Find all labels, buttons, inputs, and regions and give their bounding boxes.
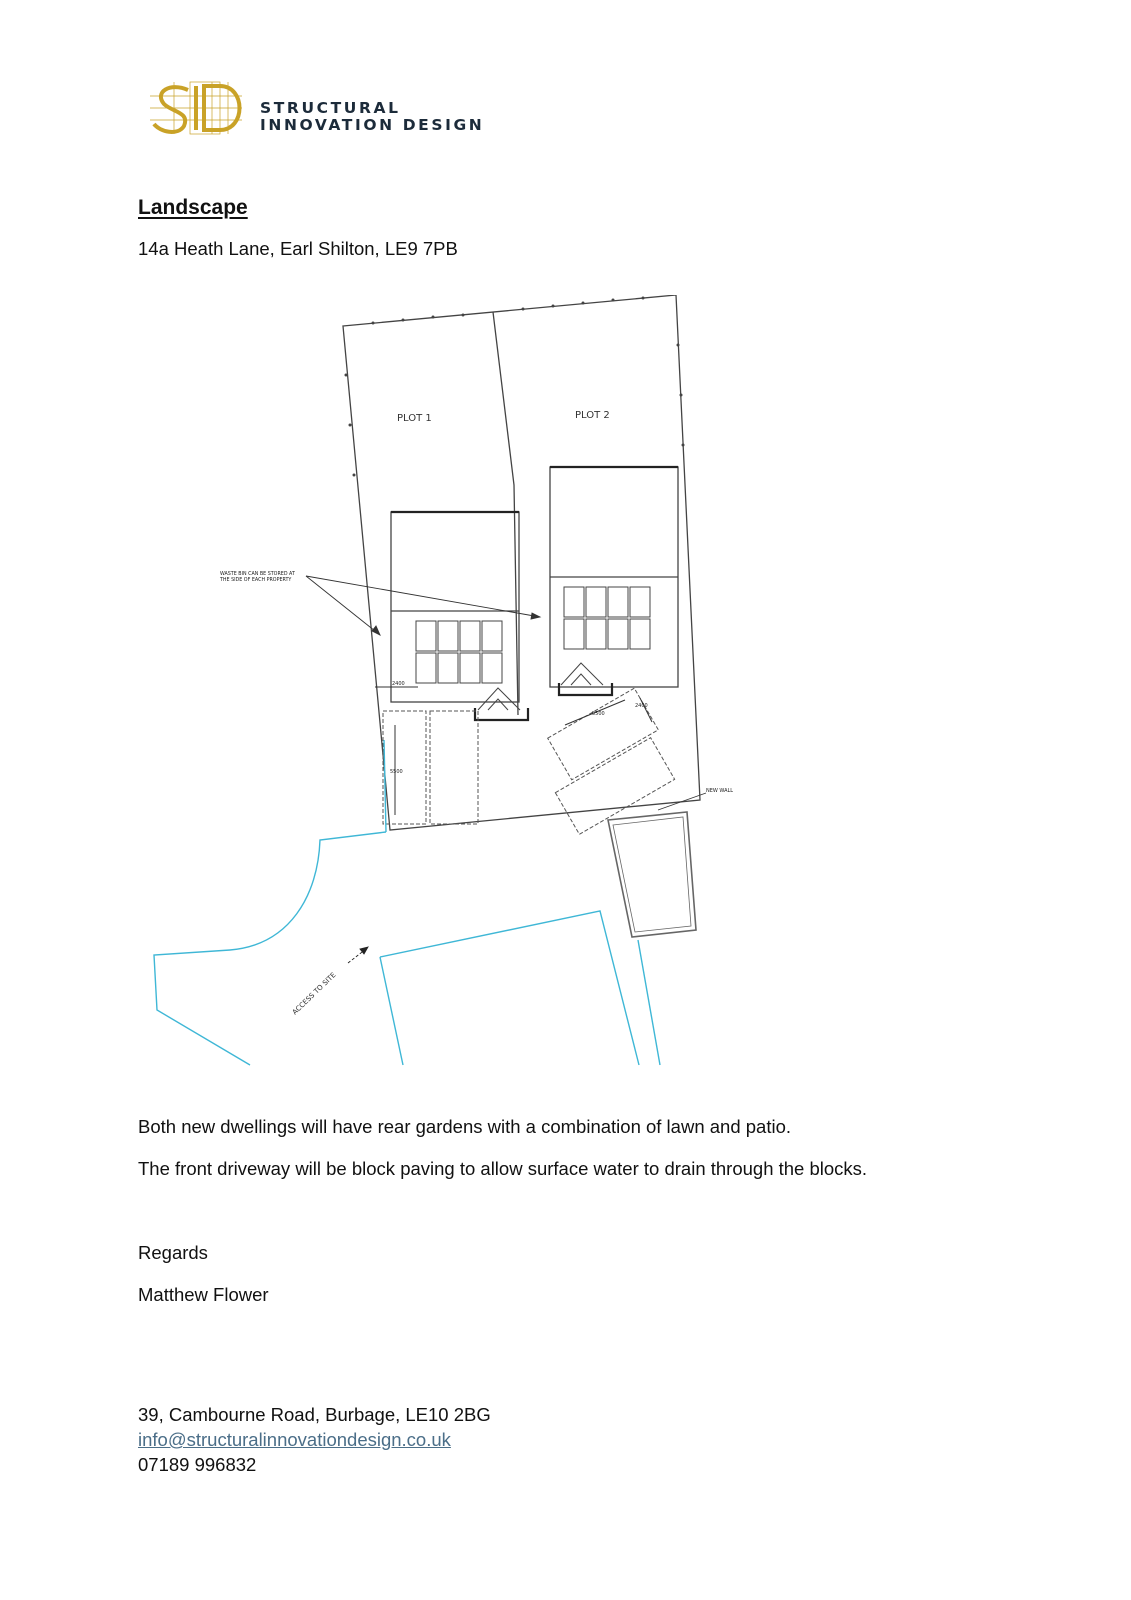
- plot2-solar-panels: [564, 587, 650, 649]
- plot2-label: PLOT 2: [575, 410, 610, 421]
- footer-email-link[interactable]: info@structuralinnovationdesign.co.uk: [138, 1429, 451, 1450]
- access-to-site-label: ACCESS TO SITE: [290, 970, 338, 1017]
- site-address: 14a Heath Lane, Earl Shilton, LE9 7PB: [138, 238, 458, 259]
- plot-divider: [493, 312, 518, 715]
- company-name-line1: STRUCTURAL: [260, 99, 401, 117]
- dim-label-5500-plot1: 5500: [390, 769, 403, 775]
- footer-address: 39, Cambourne Road, Burbage, LE10 2BG: [138, 1404, 491, 1425]
- new-wall-label: NEW WALL: [706, 788, 734, 794]
- waste-note-line2: THE SIDE OF EACH PROPERTY: [220, 578, 292, 583]
- plot1-house: [391, 512, 519, 702]
- waste-note-line1: WASTE BIN CAN BE STORED AT: [220, 572, 295, 577]
- paragraph-driveway: The front driveway will be block paving to allow surface water to drain through the blocks.: [138, 1158, 868, 1179]
- road-kerb-lines: [154, 740, 660, 1065]
- dim-label-5500-plot2: 5500: [592, 711, 605, 717]
- site-boundary: [343, 295, 700, 830]
- plot1-parking-bay-2: [430, 711, 478, 824]
- paragraph-gardens: Both new dwellings will have rear gardens with a combination of lawn and patio.: [138, 1116, 792, 1137]
- plot1-parking-bay-1: [383, 711, 426, 824]
- site-plan-drawing: [140, 295, 780, 1095]
- regards-text: Regards: [138, 1242, 208, 1263]
- dim-label-2400-plot2: 2400: [635, 703, 648, 709]
- company-name: [260, 100, 484, 134]
- sid-monogram-icon: [150, 82, 242, 134]
- plot1-solar-panels: [416, 621, 502, 683]
- signatory-name: Matthew Flower: [138, 1284, 269, 1305]
- company-name-line2: INNOVATION DESIGN: [260, 116, 485, 134]
- footer-phone: 07189 996832: [138, 1454, 257, 1475]
- new-wall: [608, 812, 696, 937]
- dim-label-2400-plot1: 2400: [392, 681, 405, 687]
- plot1-label: PLOT 1: [397, 413, 432, 424]
- section-heading: Landscape: [138, 196, 248, 219]
